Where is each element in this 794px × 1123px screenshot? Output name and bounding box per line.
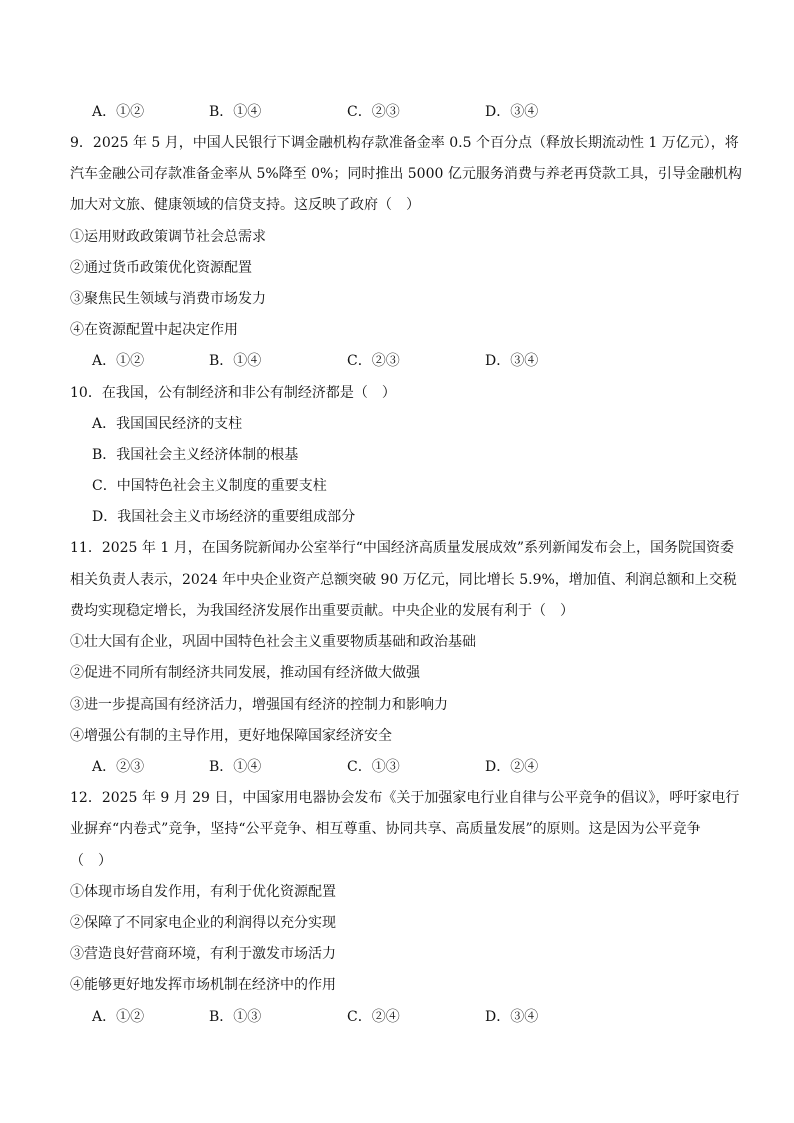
q11-item-1: ①壮大国有企业，巩固中国特色社会主义重要物质基础和政治基础 [70, 634, 476, 650]
option-a[interactable]: A．①② [92, 104, 145, 120]
option-c[interactable]: C．②③ [347, 353, 400, 369]
q12-stem-line-3: （ ） [70, 853, 112, 869]
q11-stem-line-2: 相关负责人表示，2024 年中央企业资产总额突破 90 万亿元，同比增长 5.9%，增加值、利润总额和上交税 [70, 572, 737, 588]
option-a[interactable]: A．②③ [92, 759, 145, 775]
q12-item-2: ②保障了不同家电企业的利润得以充分实现 [70, 915, 336, 931]
option-d[interactable]: D．③④ [485, 353, 539, 369]
option-c[interactable]: C．②④ [347, 1009, 400, 1025]
q11-options [92, 757, 692, 777]
option-c[interactable]: C．②③ [347, 104, 400, 120]
q9-item-4: ④在资源配置中起决定作用 [70, 322, 238, 338]
q9-item-3: ③聚焦民生领域与消费市场发力 [70, 291, 266, 307]
q9-item-2: ②通过货币政策优化资源配置 [70, 260, 252, 276]
q9-stem-line-1: 9．2025 年 5 月，中国人民银行下调金融机构存款准备金率 0.5 个百分点（释放长期流动性 1 万亿元），将 [70, 135, 739, 151]
q9-options [92, 351, 692, 371]
q12-item-3: ③营造良好营商环境，有利于激发市场活力 [70, 946, 336, 962]
q11-stem-line-3: 费均实现稳定增长，为我国经济发展作出重要贡献。中央企业的发展有利于（ ） [70, 603, 574, 619]
q10-option-a[interactable]: A．我国国民经济的支柱 [92, 416, 243, 432]
option-b[interactable]: B．①④ [209, 104, 262, 120]
q9-stem-line-3: 加大对文旅、健康领域的信贷支持。这反映了政府（ ） [70, 197, 420, 213]
q12-stem-line-1: 12．2025 年 9 月 29 日，中国家用电器协会发布《关于加强家电行业自律与公平竞争的倡议》，呼吁家电行 [70, 790, 740, 806]
q10-option-d[interactable]: D．我国社会主义市场经济的重要组成部分 [92, 509, 356, 525]
q12-item-4: ④能够更好地发挥市场机制在经济中的作用 [70, 977, 336, 993]
q10-stem: 10．在我国，公有制经济和非公有制经济都是（ ） [70, 385, 396, 401]
q11-item-4: ④增强公有制的主导作用，更好地保障国家经济安全 [70, 728, 392, 744]
q10-option-c[interactable]: C．中国特色社会主义制度的重要支柱 [92, 478, 327, 494]
q11-item-2: ②促进不同所有制经济共同发展，推动国有经济做大做强 [70, 665, 420, 681]
q12-item-1: ①体现市场自发作用，有利于优化资源配置 [70, 884, 336, 900]
q12-options [92, 1007, 692, 1027]
q9-item-1: ①运用财政政策调节社会总需求 [70, 229, 266, 245]
option-a[interactable]: A．①② [92, 1009, 145, 1025]
q11-item-3: ③进一步提高国有经济活力，增强国有经济的控制力和影响力 [70, 697, 448, 713]
option-b[interactable]: B．①③ [209, 1009, 262, 1025]
option-a[interactable]: A．①② [92, 353, 145, 369]
option-c[interactable]: C．①③ [347, 759, 400, 775]
q10-option-b[interactable]: B．我国社会主义经济体制的根基 [92, 447, 299, 463]
option-b[interactable]: B．①④ [209, 353, 262, 369]
option-b[interactable]: B．①④ [209, 759, 262, 775]
q9-stem-line-2: 汽车金融公司存款准备金率从 5%降至 0%；同时推出 5000 亿元服务消费与养老再贷款工具，引导金融机构 [70, 166, 742, 182]
option-d[interactable]: D．③④ [485, 104, 539, 120]
option-d[interactable]: D．②④ [485, 759, 539, 775]
q12-stem-line-2: 业摒弃“内卷式”竞争，坚持“公平竞争、相互尊重、协同共享、高质量发展”的原则。这是因为公平竞争 [70, 821, 701, 837]
option-d[interactable]: D．③④ [485, 1009, 539, 1025]
q11-stem-line-1: 11．2025 年 1 月，在国务院新闻办公室举行“中国经济高质量发展成效”系列新闻发布会上，国务院国资委 [70, 540, 735, 556]
q8-options [92, 102, 692, 122]
